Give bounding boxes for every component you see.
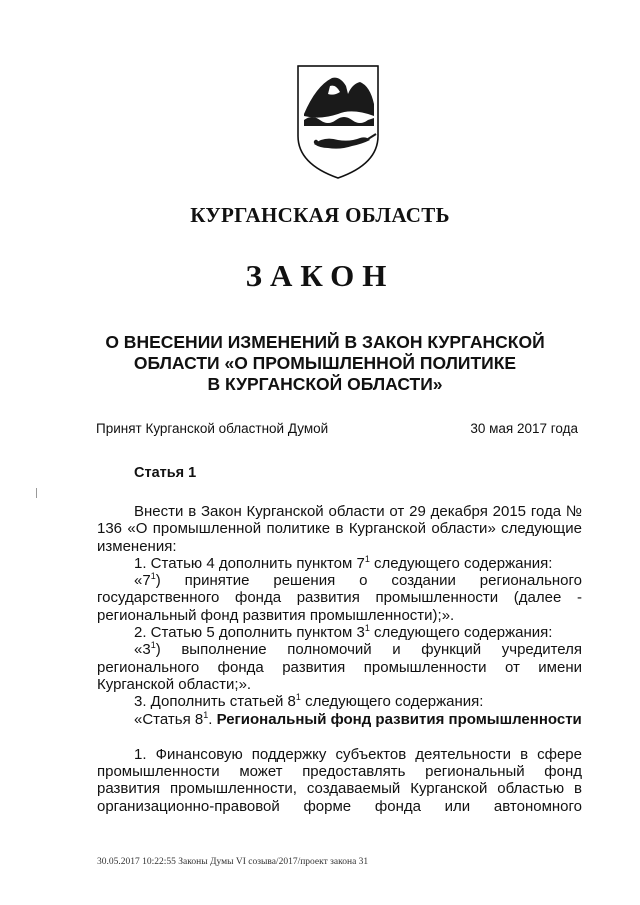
quote-1: «$7^1$) принятие решения о создании регионального государственного фонда развития промышленности (далее - региональный фонд развития промышленности);». (97, 571, 582, 624)
item-1: 1. Статью 4 дополнить пунктом $7^1$ следующего содержания: (134, 553, 553, 572)
item-2: 2. Статью 5 дополнить пунктом $3^1$ следующего содержания: (134, 623, 553, 642)
law-title-line: ОБЛАСТИ «О ПРОМЫШЛЕННОЙ ПОЛИТИКЕ (133, 353, 517, 373)
region-name: КУРГАНСКАЯ ОБЛАСТЬ (190, 203, 450, 227)
item-3: 3. Дополнить статьей $8^1$ следующего содержания: (134, 692, 484, 711)
law-title-line: В КУРГАНСКОЙ ОБЛАСТИ» (207, 374, 443, 394)
paragraph-1: 1. Финансовую поддержку субъектов деятельности в сфере промышленности может предоставлять региональный фонд развития промышленности, создаваемый Курганской областью в организационно-правовой форме фонда или автономного (97, 745, 582, 815)
quote-2: «$3^1$) выполнение полномочий и функций учредителя регионального фонда развития промышленности от имени Курганской области;». (97, 640, 582, 693)
footer-path: 30.05.2017 10:22:55 Законы Думы VI созыва/2017/проект закона 31 (97, 857, 369, 867)
article-heading: Статья 1 (134, 465, 197, 481)
adopted-date: 30 мая 2017 года (470, 421, 578, 436)
law-title-line: О ВНЕСЕНИИ ИЗМЕНЕНИЙ В ЗАКОН КУРГАНСКОЙ (105, 332, 545, 352)
adopted-by: Принят Курганской областной Думой (96, 421, 329, 436)
article-body (97, 503, 582, 815)
document-type: ЗАКОН (245, 258, 395, 293)
article-8-1-heading: «Статья $8^1$. Региональный фонд развития промышленности (134, 709, 582, 728)
kurgan-coat-of-arms-icon (290, 56, 386, 182)
article-8-1-title: Региональный фонд развития промышленности (216, 710, 582, 728)
scan-margin-mark (36, 488, 37, 498)
law-title (80, 332, 570, 395)
intro-paragraph: Внести в Закон Курганской области от 29 декабря 2015 года № 136 «О промышленной политике в Курганской области» следующие изменения: (97, 503, 582, 555)
